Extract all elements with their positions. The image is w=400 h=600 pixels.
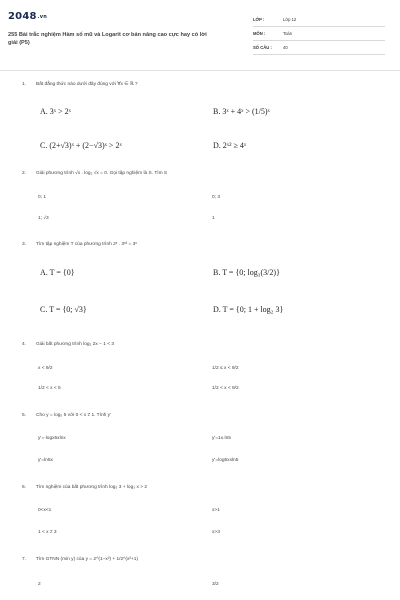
option-a[interactable]: y'=-logx5xlnx <box>38 436 66 441</box>
question-stem: Cho y = log₅ 5 với 0 < x ≠ 1. Tính y' <box>36 413 111 418</box>
option-d[interactable]: 1/2 < x < 9/2 <box>212 386 239 391</box>
option-a[interactable]: 0<x<1 <box>38 508 52 513</box>
meta-subject-value: Toán <box>283 31 293 36</box>
option-c[interactable]: C. (2+√3)ˣ + (2−√3)ˣ > 2ˣ <box>40 141 122 150</box>
page-header <box>0 0 400 72</box>
option-d[interactable]: D. T = {0; 1 + log₂ 3} <box>213 305 284 314</box>
question-number: 5. <box>22 413 27 418</box>
question-stem: Giải phương trình √x . log₂ √x = 0. Gọi tập nghiệm là S. Tìm S <box>36 171 168 176</box>
question-number: 6. <box>22 485 27 490</box>
meta-class-value: Lớp 12 <box>283 17 297 22</box>
logo-suffix: .vn <box>37 14 47 20</box>
option-c[interactable]: 1/2 < x < 5 <box>38 386 61 391</box>
meta-count-label: SỐ CÂU : <box>253 45 272 50</box>
option-c[interactable]: 1; √3 <box>38 216 49 221</box>
option-c[interactable]: C. T = {0; √3} <box>40 305 87 314</box>
option-b[interactable]: x>1 <box>212 508 220 513</box>
option-d[interactable]: 1 <box>212 216 215 221</box>
option-a[interactable]: A. 3ˣ > 2ˣ <box>40 107 71 116</box>
question-number: 3. <box>22 242 27 247</box>
meta-count <box>253 45 383 50</box>
meta-divider <box>253 26 385 27</box>
option-b[interactable]: y'=1x.ln5 <box>212 436 231 441</box>
question-stem: Giải bất phương trình log₂ 2x − 1 < 3 <box>36 342 115 347</box>
question-number: 4. <box>22 342 27 347</box>
option-a[interactable]: 2 <box>38 582 41 587</box>
option-b[interactable]: 1/2 ≤ x < 9/2 <box>212 366 239 371</box>
logo-text: 2048 <box>8 11 37 22</box>
meta-class <box>253 17 383 22</box>
site-logo[interactable] <box>8 11 47 22</box>
option-c[interactable]: y'=ln5x <box>38 458 53 463</box>
meta-subject <box>253 31 383 36</box>
question-number: 2. <box>22 171 27 176</box>
question-stem: Bất đẳng thức nào dưới đây đúng với ∀x ∈ ℝ ? <box>36 82 138 87</box>
meta-class-label: LỚP : <box>253 17 265 22</box>
option-c[interactable]: 1 < x ≠ 3 <box>38 530 57 535</box>
question-number: 7. <box>22 557 27 562</box>
question-stem: Tìm GTNN (min y) của y = 2^(1−x²) + 1/2^(x²+1) <box>36 557 139 562</box>
question-stem: Tìm tập nghiệm T của phương trình 2ˣ . 3ˣ² = 3ˣ <box>36 242 137 247</box>
option-a[interactable]: A. T = {0} <box>40 268 75 277</box>
option-a[interactable]: 0; 1 <box>38 195 47 200</box>
meta-subject-label: MÔN : <box>253 31 266 36</box>
option-d[interactable]: x>3 <box>212 530 220 535</box>
option-b[interactable]: B. 3ˣ + 4ˣ > (1/5)ˣ <box>213 107 270 116</box>
question-number: 1. <box>22 82 27 87</box>
option-b[interactable]: 0; 3 <box>212 195 221 200</box>
document-title: 255 Bài trắc nghiệm Hàm số mũ và Logarit cơ bản nâng cao cực hay có lời giải (P5) <box>8 32 207 47</box>
option-b[interactable]: 3/2 <box>212 582 219 587</box>
option-b[interactable]: B. T = {0; log₃(3/2)} <box>213 268 280 277</box>
meta-divider <box>253 54 385 55</box>
option-a[interactable]: x < 9/2 <box>38 366 53 371</box>
header-divider <box>0 70 400 71</box>
option-d[interactable]: D. 2ˣ² ≥ 4ˣ <box>213 141 247 150</box>
option-d[interactable]: y'=log5xxln5 <box>212 458 239 463</box>
meta-count-value: 40 <box>283 45 288 50</box>
question-stem: Tìm nghiệm của bất phương trình log₃ 3 + log₃ x > 2 <box>36 485 148 490</box>
meta-divider <box>253 40 385 41</box>
